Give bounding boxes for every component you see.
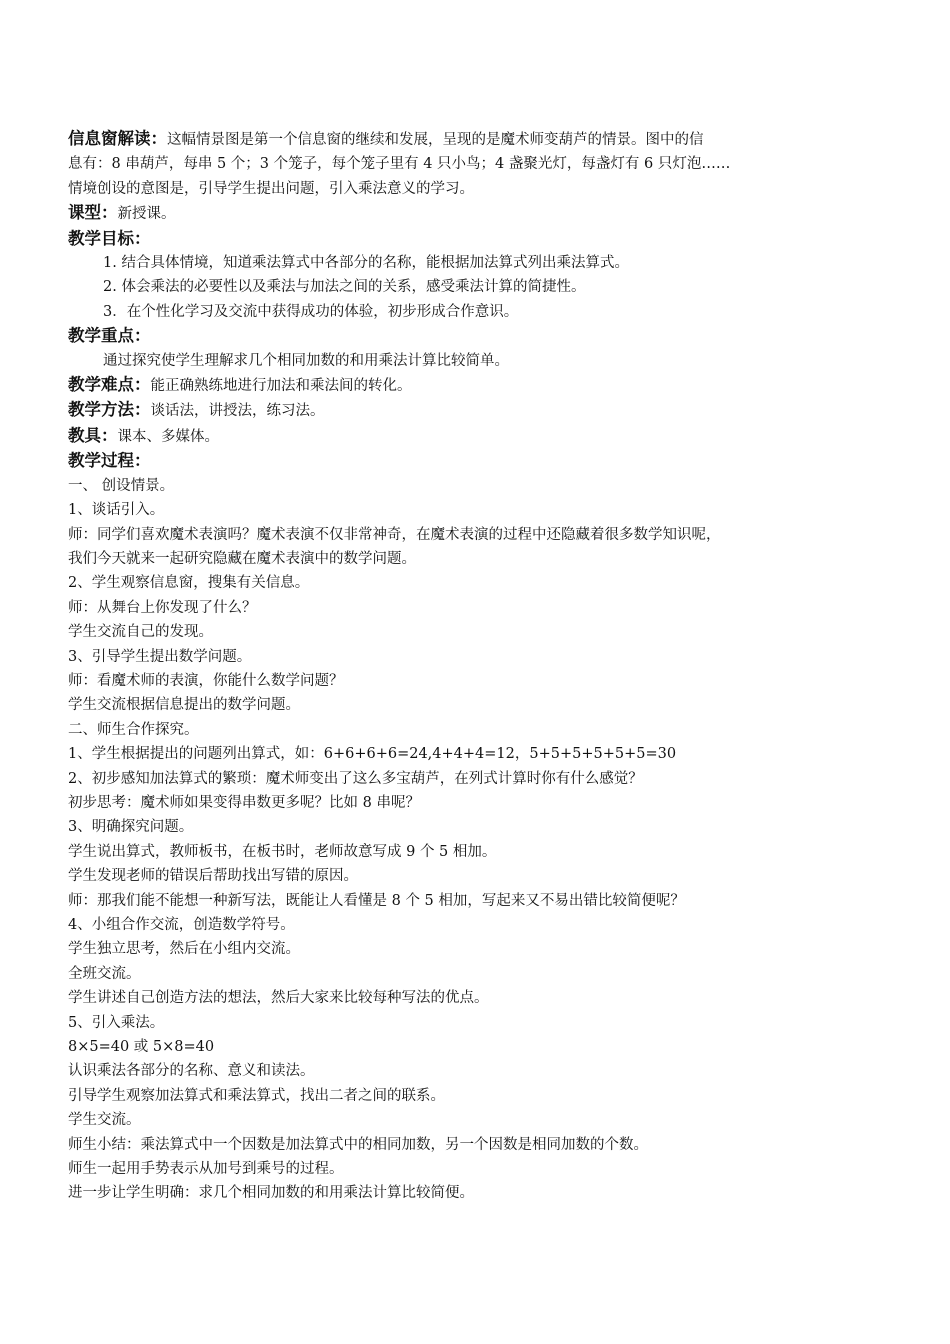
difficulty-value: 能正确熟练地进行加法和乘法间的转化。 [150,378,412,395]
process-line: 全班交流。 [68,965,141,982]
process-line: 学生交流。 [68,1112,141,1129]
tools [68,424,888,449]
process-line: 学生发现老师的错误后帮助找出写错的原因。 [68,868,358,885]
process-line: 学生独立思考，然后在小组内交流。 [68,941,300,958]
tools-label: 教具： [68,425,118,445]
process-body [68,474,888,1206]
process-line: 2、学生观察信息窗，搜集有关信息。 [68,575,310,592]
intro-line-1 [68,127,888,152]
process-line: 一、 创设情景。 [68,477,175,494]
process-line: 初步思考：魔术师如果变得串数更多呢？比如 8 串呢？ [68,794,420,811]
intro-line-3: 情境创设的意图是，引导学生提出问题，引入乘法意义的学习。 [68,180,474,197]
process-line: 师生小结：乘法算式中一个因数是加法算式中的相同加数，另一个因数是相同加数的个数。 [68,1136,648,1153]
process-heading: 教学过程： [68,451,151,471]
objective-item: 3．在个性化学习及交流中获得成功的体验，初步形成合作意识。 [103,303,519,320]
tools-value: 课本、多媒体。 [117,428,219,445]
method-value: 谈话法，讲授法，练习法。 [150,403,325,420]
process-line: 学生交流根据信息提出的数学问题。 [68,697,300,714]
course-type-label: 课型： [68,203,118,223]
process-line: 1、学生根据提出的问题列出算式，如：6+6+6+6=24,4+4+4=12，5+5+5+5+5+5=30 [68,746,677,763]
process-line: 学生说出算式，教师板书，在板书时，老师故意写成 9 个 5 相加。 [68,843,497,860]
process-line: 学生交流自己的发现。 [68,624,213,641]
process-line: 5、引入乘法。 [68,1014,165,1031]
process-line: 1、谈话引入。 [68,502,165,519]
process-line: 二、师生合作探究。 [68,721,199,738]
process-line: 3、明确探究问题。 [68,819,194,836]
process-line: 我们今天就来一起研究隐藏在魔术表演中的数学问题。 [68,550,416,567]
process-line: 4、小组合作交流，创造数学符号。 [68,917,295,933]
intro-text-1: 这幅情景图是第一个信息窗的继续和发展，呈现的是魔术师变葫芦的情景。图中的信 [167,132,704,148]
process-line: 2、初步感知加法算式的繁琐：魔术师变出了这么多宝葫芦，在列式计算时你有什么感觉？ [68,770,643,787]
process-line: 学生讲述自己创造方法的想法，然后大家来比较每种写法的优点。 [68,990,489,1007]
key-point-text: 通过探究使学生理解求几个相同加数的和用乘法计算比较简单。 [103,352,509,369]
method [68,398,888,423]
objectives-heading: 教学目标： [68,228,151,248]
lesson-plan-document [68,127,888,1206]
method-label: 教学方法： [68,400,151,420]
intro-label: 信息窗解读： [68,129,167,148]
key-point-heading: 教学重点： [68,326,151,346]
process-line: 认识乘法各部分的名称、意义和读法。 [68,1063,315,1080]
objective-item: 1. 结合具体情境，知道乘法算式中各部分的名称，能根据加法算式列出乘法算式。 [103,255,629,272]
process-line: 师：从舞台上你发现了什么？ [68,599,257,616]
objective-item: 2. 体会乘法的必要性以及乘法与加法之间的关系，感受乘法计算的简捷性。 [103,279,586,296]
process-line: 师：那我们能不能想一种新写法，既能让人看懂是 8 个 5 相加，写起来又不易出错比较简便呢？ [68,892,685,909]
intro-line-2: 息有：8 串葫芦，每串 5 个；3 个笼子，每个笼子里有 4 只小鸟；4 盏聚光灯，每盏灯有 6 只灯泡…… [68,156,731,173]
process-line: 8×5=40 或 5×8=40 [68,1039,215,1056]
process-line: 师：看魔术师的表演，你能什么数学问题？ [68,672,344,689]
difficulty [68,373,888,398]
process-line: 师生一起用手势表示从加号到乘号的过程。 [68,1161,344,1178]
process-line: 进一步让学生明确：求几个相同加数的和用乘法计算比较简便。 [68,1185,474,1202]
course-type [68,201,888,226]
process-line: 引导学生观察加法算式和乘法算式，找出二者之间的联系。 [68,1087,445,1104]
process-line: 师：同学们喜欢魔术表演吗？魔术表演不仅非常神奇，在魔术表演的过程中还隐藏着很多数学知识呢， [68,526,721,543]
difficulty-label: 教学难点： [68,375,151,395]
course-type-value: 新授课。 [117,206,176,223]
process-line: 3、引导学生提出数学问题。 [68,648,252,665]
